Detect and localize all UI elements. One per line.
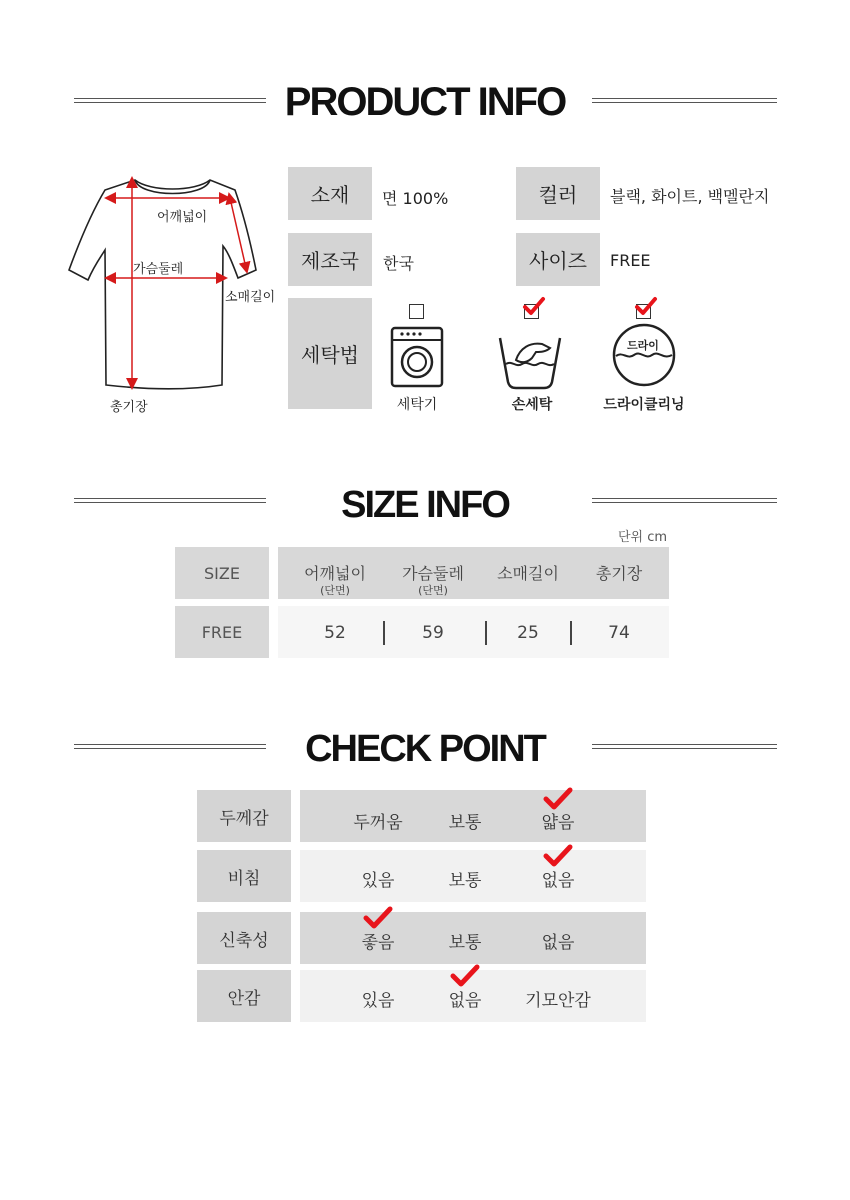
size-separator	[383, 621, 385, 645]
check-option: 없음	[541, 933, 575, 953]
spec-label-origin: 제조국	[288, 233, 372, 286]
check-option: 있음	[361, 871, 395, 891]
size-separator	[570, 621, 572, 645]
check-rule-right	[592, 744, 777, 749]
size-col-length: 총기장	[595, 564, 643, 583]
label-shoulder: 어깨넓이	[157, 210, 208, 225]
dry-clean-icon	[611, 322, 677, 388]
product-info-title: PRODUCT INFO	[284, 80, 566, 124]
check-option-selected: 좋음	[361, 933, 395, 953]
size-unit: 단위 cm	[618, 530, 668, 545]
hand-wash-icon	[496, 334, 564, 390]
size-rule-right	[592, 498, 777, 503]
check-label-lining: 안감	[197, 970, 291, 1022]
label-sleeve: 소매길이	[225, 290, 276, 305]
check-mark	[362, 905, 394, 931]
check-label-sheerness: 비침	[197, 850, 291, 902]
spec-label-size: 사이즈	[516, 233, 600, 286]
checkbox-washing-machine	[409, 304, 424, 319]
check-mark	[542, 786, 574, 812]
size-value-shoulder: 52	[324, 623, 346, 643]
check-option: 있음	[361, 991, 395, 1011]
spec-label-material: 소재	[288, 167, 372, 220]
size-col-chest: 가슴둘레 (단면)	[402, 564, 464, 597]
spec-value-size: FREE	[610, 251, 651, 270]
check-option: 보통	[448, 813, 482, 833]
size-value-sleeve: 25	[517, 623, 539, 643]
washing-method-dry-clean: 드라이클리닝	[603, 397, 685, 413]
check-option: 두꺼움	[353, 813, 403, 833]
check-option: 보통	[448, 871, 482, 891]
check-mark-dry-clean	[634, 296, 658, 318]
label-length: 총기장	[110, 400, 148, 415]
check-point-title: CHECK POINT	[305, 728, 545, 770]
check-mark	[449, 963, 481, 989]
check-option: 기모안감	[525, 991, 591, 1011]
check-mark-hand-wash	[522, 296, 546, 318]
check-option-selected: 없음	[541, 871, 575, 891]
check-option-selected: 없음	[448, 991, 482, 1011]
spec-label-color: 컬러	[516, 167, 600, 220]
check-label-thickness: 두께감	[197, 790, 291, 842]
spec-value-origin: 한국	[383, 254, 414, 273]
size-info-title: SIZE INFO	[341, 484, 509, 526]
washing-method-washing-machine: 세탁기	[396, 397, 438, 413]
size-col-shoulder: 어깨넓이 (단면)	[304, 564, 366, 597]
check-option: 보통	[448, 933, 482, 953]
spec-value-color: 블랙, 화이트, 백멜란지	[610, 187, 770, 206]
check-option-selected: 얇음	[541, 813, 575, 833]
dry-clean-icon-text: 드라이	[627, 339, 659, 352]
washing-method-hand-wash: 손세탁	[511, 397, 553, 413]
size-row-label: FREE	[175, 606, 269, 658]
check-label-elasticity: 신축성	[197, 912, 291, 964]
title-rule-right	[592, 98, 777, 103]
washing-label: 세탁법	[288, 298, 372, 409]
size-head-label: SIZE	[175, 547, 269, 599]
size-value-length: 74	[608, 623, 630, 643]
label-chest: 가슴둘레	[133, 262, 184, 277]
washing-machine-icon	[390, 326, 444, 388]
size-col-sleeve: 소매길이	[497, 564, 559, 583]
spec-value-material: 면 100%	[382, 189, 449, 208]
size-value-chest: 59	[422, 623, 444, 643]
check-mark	[542, 843, 574, 869]
